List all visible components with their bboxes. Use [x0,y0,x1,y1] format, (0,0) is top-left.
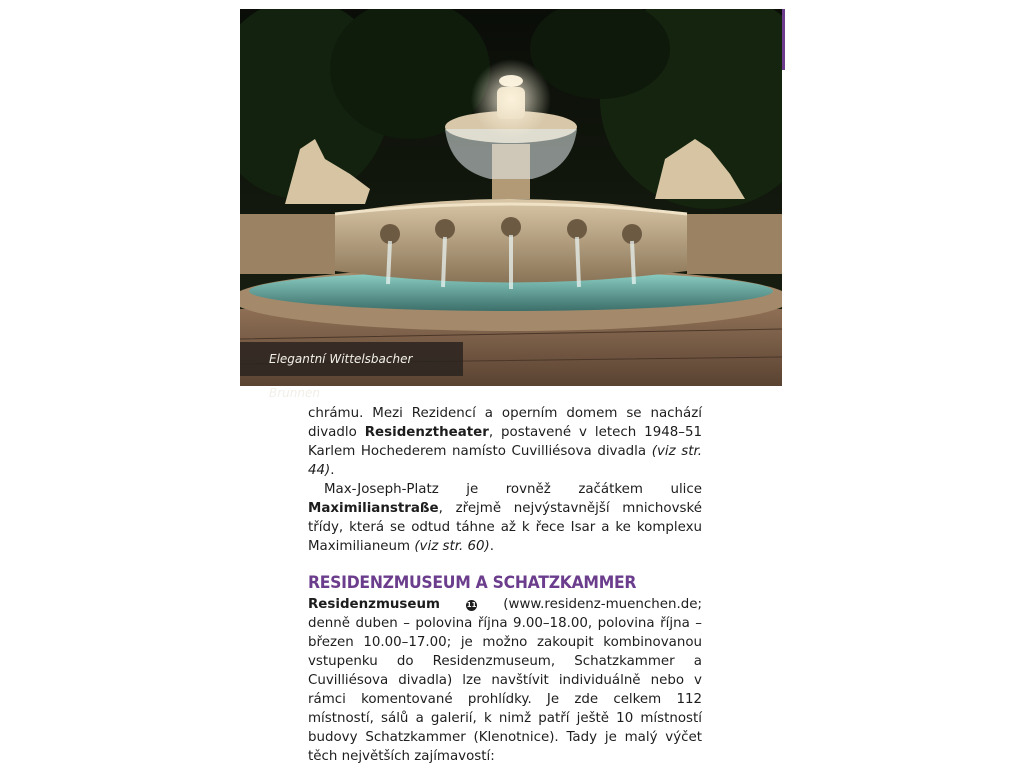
page-reference: (viz str. 44) [308,444,702,478]
text-run: , postavené v letech 1948–51 Karlem Hochederem namísto Cuvilliésova divadla [308,425,702,459]
article-text [308,404,702,766]
paragraph-1 [308,404,702,480]
paragraph-2 [308,480,702,556]
page-reference: (viz str. 60) [414,539,490,554]
number-11-icon: 11 [466,601,477,609]
bold-term: Residenzmuseum [308,597,440,612]
text-run: . [330,463,335,478]
bold-term: Residenztheater [364,425,489,440]
text-run: Max-Joseph-Platz je rovněž začátkem ulice [324,482,702,497]
text-run: . [489,539,495,554]
text-run: (www.residenz-muenchen.de; denně duben – polovina října 9.00–18.00, polovina října – březen 10.00–17.00; je možno zakoupit kombinovanou vstupenku do Residenzmuseum, Schatzkammer a Cuvilliésova divadla) lze navštívit individuálně nebo v rámci komentované prohlídky. Je zde celkem 112 místností, sálů a galerií, k nimž patří ještě 10 místností budovy Schatzkammer (Klenotnice). Tady je malý výčet těch největších zajímavostí: [308,597,702,764]
text-run: chrámu. Mezi Rezidencí a operním domem se nachází divadlo [308,406,702,440]
section-heading: RESIDENZMUSEUM A SCHATZKAMMER [308,573,637,593]
text-run: , zřejmě nejvýstavnější mnichovské třídy, která se odtud táhne až k řece Isar a ke komplexu Maximilianeum [308,501,702,554]
accent-bar [782,9,785,70]
photo-caption: Elegantní Wittelsbacher Brunnen [240,342,463,376]
bold-term: Maximilianstraße [308,501,439,516]
paragraph-3 [308,595,702,766]
fountain-photo [240,9,782,386]
